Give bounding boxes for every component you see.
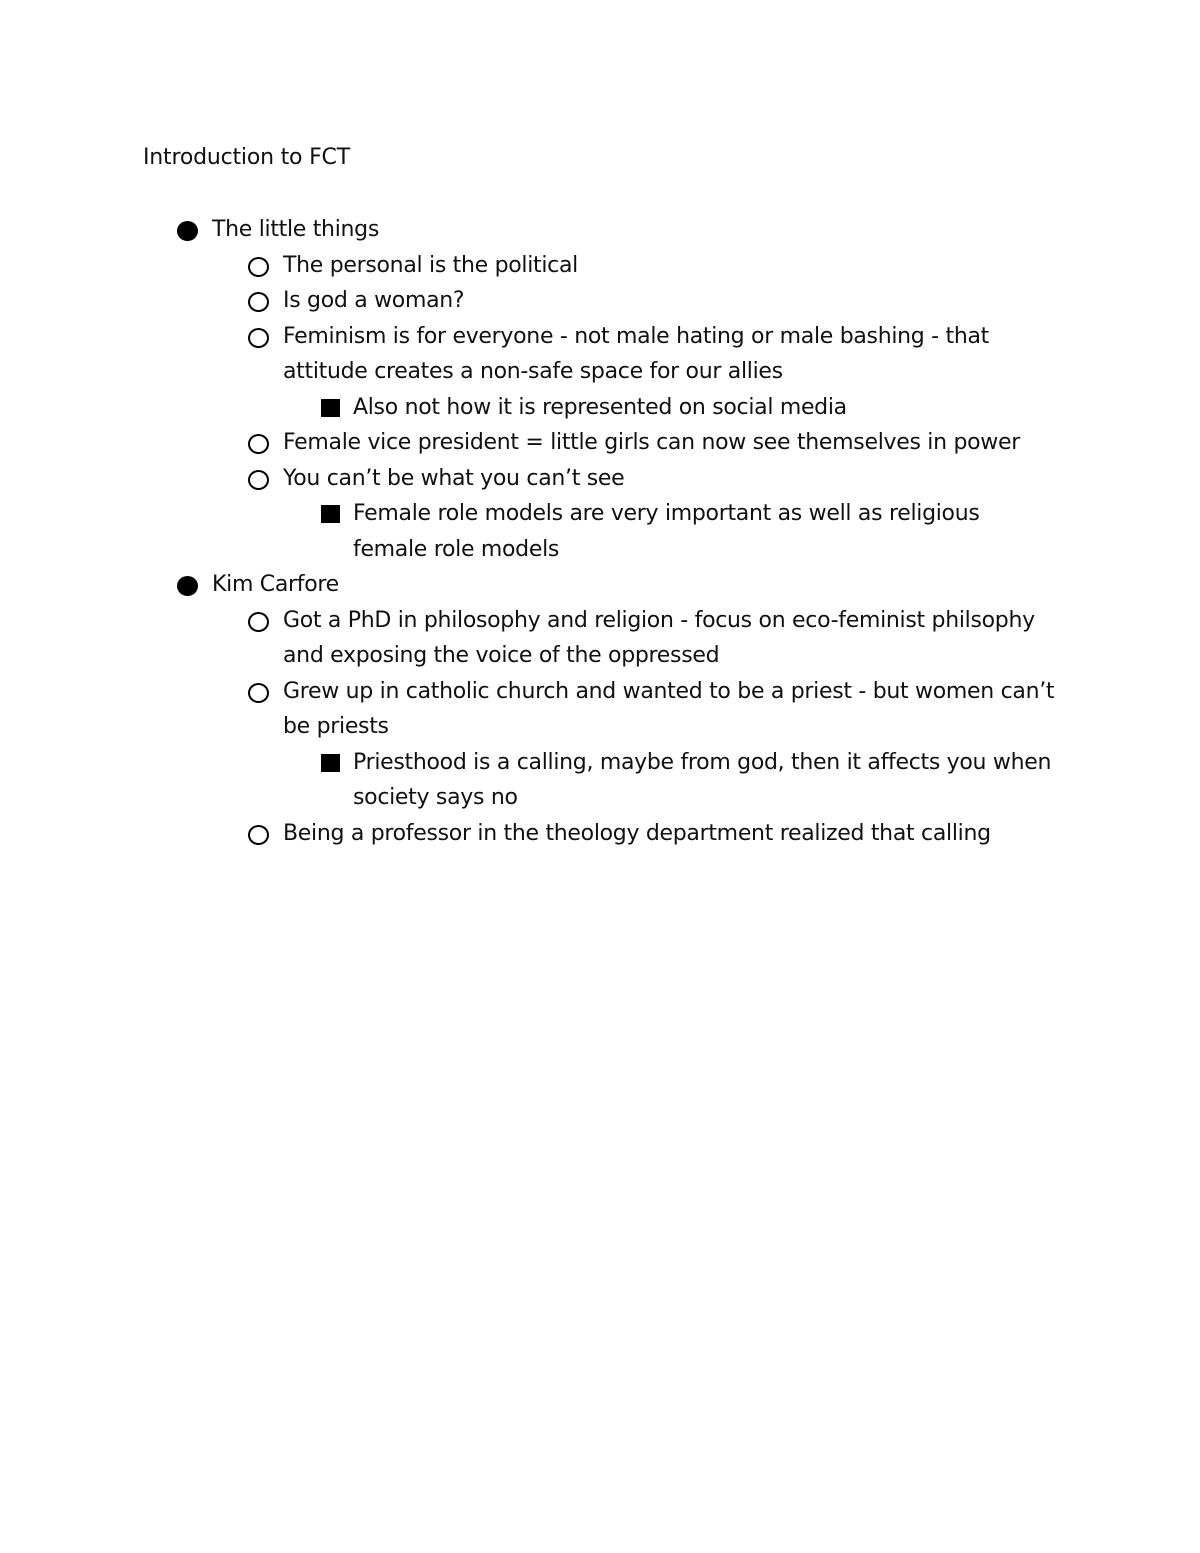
notes-list	[0, 212, 1200, 851]
filled-circle-bullet-icon	[177, 576, 198, 596]
list-item	[0, 603, 1200, 674]
hollow-circle-bullet-icon	[248, 328, 269, 348]
hollow-circle-bullet-icon	[248, 470, 269, 490]
filled-square-bullet-icon	[321, 505, 340, 523]
list-item	[0, 283, 1200, 319]
list-item-text: The little things	[212, 217, 379, 242]
list-item	[0, 674, 1200, 745]
hollow-circle-bullet-icon	[248, 825, 269, 845]
hollow-circle-bullet-icon	[248, 434, 269, 454]
list-item	[0, 461, 1200, 497]
list-item	[0, 390, 1200, 426]
list-item-text: You can’t be what you can’t see	[283, 465, 625, 491]
list-item	[0, 425, 1200, 461]
list-item-text: Feminism is for everyone - not male hating or male bashing - that attitude creates a non-safe space for our allies	[283, 323, 989, 384]
filled-circle-bullet-icon	[177, 221, 198, 241]
hollow-circle-bullet-icon	[248, 683, 269, 703]
list-item	[0, 319, 1200, 390]
hollow-circle-bullet-icon	[248, 257, 269, 277]
hollow-circle-bullet-icon	[248, 292, 269, 312]
page-title: Introduction to FCT	[143, 145, 350, 170]
list-item-text: Grew up in catholic church and wanted to be a priest - but women can’t be priests	[283, 678, 1055, 739]
list-item	[0, 212, 1200, 248]
list-item-text: Also not how it is represented on social media	[353, 394, 847, 420]
filled-square-bullet-icon	[321, 754, 340, 772]
list-item-text: Being a professor in the theology department realized that calling	[283, 820, 991, 846]
list-item	[0, 816, 1200, 852]
list-item-text: Female role models are very important as well as religious female role models	[353, 501, 980, 562]
list-item-text: The personal is the political	[283, 252, 578, 278]
list-item-text: Priesthood is a calling, maybe from god, then it affects you when society says no	[353, 749, 1052, 810]
filled-square-bullet-icon	[321, 399, 340, 417]
hollow-circle-bullet-icon	[248, 612, 269, 632]
list-item-text: Female vice president = little girls can now see themselves in power	[283, 430, 1020, 455]
list-item-text: Got a PhD in philosophy and religion - focus on eco-feminist philsophy and exposing the voice of the oppressed	[283, 607, 1035, 668]
list-item	[0, 248, 1200, 284]
list-item	[0, 567, 1200, 603]
list-item	[0, 745, 1200, 816]
list-item-text: Kim Carfore	[212, 572, 339, 597]
list-item-text: Is god a woman?	[283, 288, 465, 313]
list-item	[0, 496, 1200, 567]
